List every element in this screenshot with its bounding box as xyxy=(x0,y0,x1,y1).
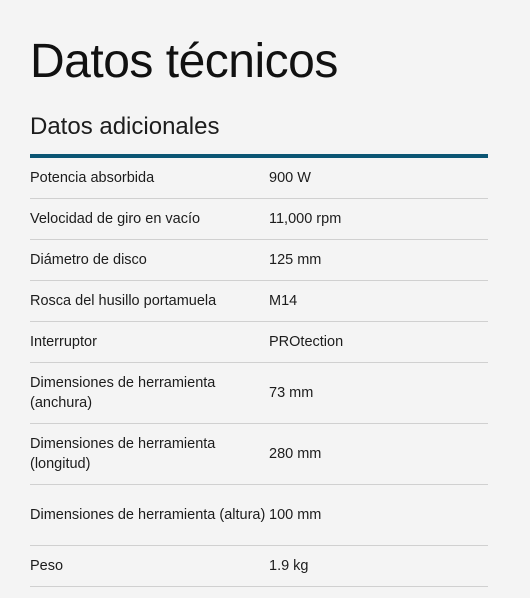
spec-value: 100 mm xyxy=(269,507,322,523)
spec-value: M14 xyxy=(269,293,298,309)
spec-row-weight xyxy=(30,546,488,587)
spec-label: Dimensiones de herramienta (altura) xyxy=(30,507,266,523)
spec-row-power xyxy=(30,158,488,199)
section-title: Datos adicionales xyxy=(30,113,220,140)
spec-row-speed xyxy=(30,199,488,240)
spec-row-length xyxy=(30,424,488,485)
spec-value: 1.9 kg xyxy=(269,558,309,574)
technical-data-page xyxy=(30,0,488,587)
spec-value: PROtection xyxy=(269,334,344,350)
specs-table xyxy=(30,158,488,587)
spec-label: Peso xyxy=(30,558,64,574)
spec-label: Interruptor xyxy=(30,334,97,350)
spec-value: 11,000 rpm xyxy=(269,211,342,227)
spec-row-height xyxy=(30,485,488,546)
spec-label: Dimensiones de herramienta (longitud) xyxy=(30,436,216,472)
spec-label: Dimensiones de herramienta (anchura) xyxy=(30,375,216,411)
spec-value: 900 W xyxy=(269,170,311,186)
spec-label: Diámetro de disco xyxy=(30,252,147,268)
spec-row-spindle-thread xyxy=(30,281,488,322)
spec-row-width xyxy=(30,363,488,424)
spec-value: 73 mm xyxy=(269,385,314,401)
page-title: Datos técnicos xyxy=(30,35,338,88)
spec-value: 125 mm xyxy=(269,252,322,268)
spec-row-disc-diameter xyxy=(30,240,488,281)
spec-value: 280 mm xyxy=(269,446,322,462)
spec-row-switch xyxy=(30,322,488,363)
spec-label: Potencia absorbida xyxy=(30,170,155,186)
spec-label: Velocidad de giro en vacío xyxy=(30,211,201,227)
spec-label: Rosca del husillo portamuela xyxy=(30,293,217,309)
